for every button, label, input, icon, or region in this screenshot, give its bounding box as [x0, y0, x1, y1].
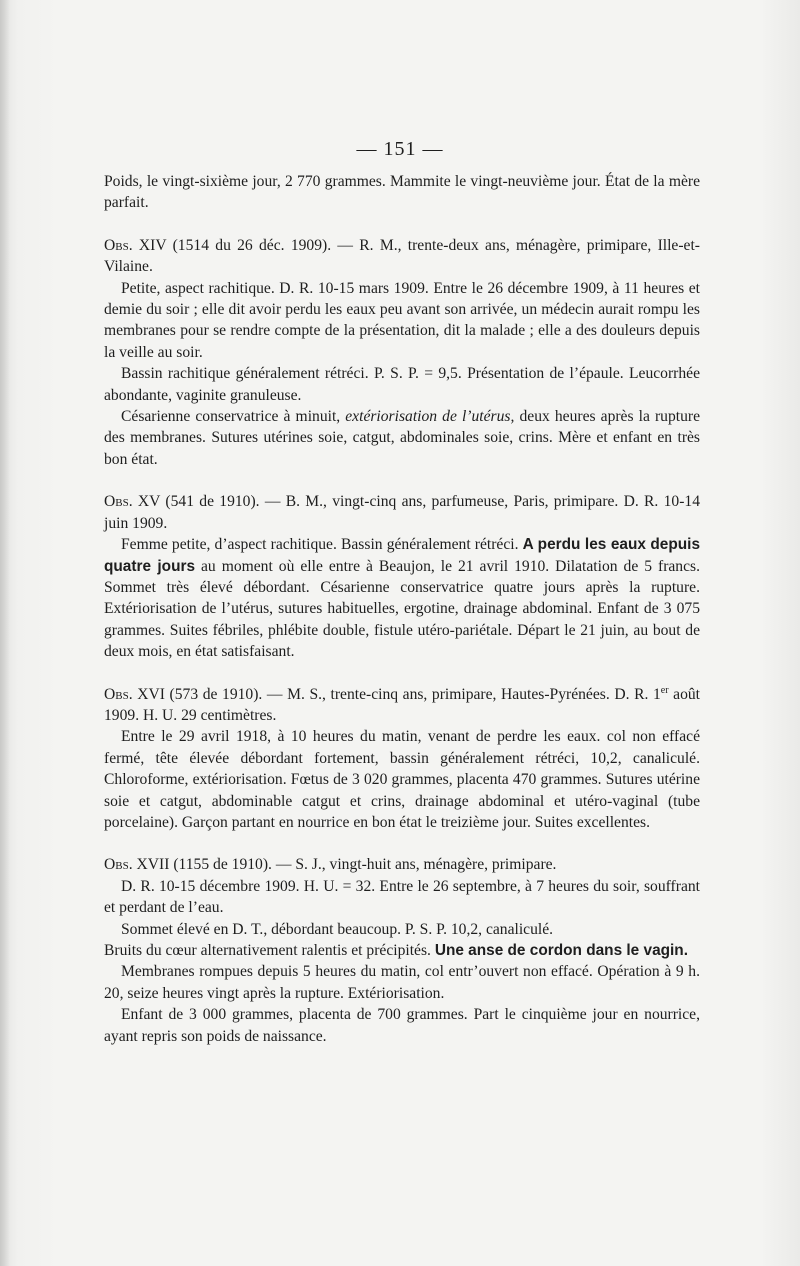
obs-15-p1-text-b: au moment où elle entre à Beaujon, le 21 avril 1910. Dilatation de 5 francs. Sommet très élevé débordant. Césarienne conservatrice quatre jours après la rupture. Extériorisation de l’utérus, sutures habituelles, ergotine, drainage abdominal. Enfant de 3 075 grammes. Suites fébriles, phlébite double, fistule utéro-pariétale. Départ le 21 juin, au bout de deux mois, en état satisfaisant. [104, 557, 700, 661]
obs-14-header [104, 235, 700, 278]
obs-16-header-text-b: août 1909. H. U. 29 centimètres. [104, 685, 700, 724]
obs-14-prefix: Obs. [104, 236, 133, 254]
obs-14-p3-text-b: deux heures après la rupture des membranes. Sutures utérines soie, catgut, abdominales soie, crins. Mère et enfant en très bon état. [104, 408, 700, 468]
obs-15-header-text: XV (541 de 1910). — B. M., vingt-cinq ans, parfumeuse, Paris, primipare. D. R. 10-14 juin 1909. [104, 493, 700, 532]
obs-intro-paragraph: Poids, le vingt-sixième jour, 2 770 grammes. Mammite le vingt-neuvième jour. État de la mère parfait. [104, 173, 700, 212]
obs-14-paragraph-1: Petite, aspect rachitique. D. R. 10-15 mars 1909. Entre le 26 décembre 1909, à 11 heures et demie du soir ; elle dit avoir perdu les eaux peu avant son arrivée, un médecin aurait rompu les membranes pour se rendre compte de la présentation, dit la malade ; elle a des douleurs depuis la veille au soir. [104, 279, 700, 361]
obs-17-prefix: Obs. [104, 856, 133, 874]
obs-16-prefix: Obs. [104, 685, 133, 703]
obs-15-p1-bold: A perdu les eaux depuis quatre jours [104, 536, 701, 575]
obs-17-paragraph-4: Enfant de 3 000 grammes, placenta de 700 grammes. Part le cinquième jour en nourrice, ayant repris son poids de naissance. [104, 1006, 700, 1045]
obs-17-paragraph-0: D. R. 10-15 décembre 1909. H. U. = 32. Entre le 26 septembre, à 7 heures du soir, souffrant et perdant de l’eau. [104, 877, 700, 917]
obs-15-prefix: Obs. [104, 493, 133, 511]
obs-17-paragraph-1: Sommet élevé en D. T., débordant beaucoup. P. S. P. 10,2, canaliculé. [121, 920, 554, 938]
obs-17-header [104, 854, 700, 875]
obs-14-header-text: XIV (1514 du 26 déc. 1909). — R. M., trente-deux ans, ménagère, primipare, Ille-et-Vilaine. [104, 236, 700, 276]
page-gutter-shadow [0, 0, 10, 1266]
obs-14-p3-text-a: Césarienne conservatrice à minuit, [121, 408, 346, 426]
obs-17-paragraph-2 [104, 940, 700, 961]
page-body [104, 171, 700, 1047]
obs-16-header [104, 684, 700, 727]
obs-17-p2-text: Bruits du cœur alternativement ralentis et précipités. [104, 942, 435, 959]
obs-14-paragraph-2: Bassin rachitique généralement rétréci. P. S. P. = 9,5. Présentation de l’épaule. Leucorrhée abondante, vaginite granuleuse. [104, 365, 700, 404]
obs-14-paragraph-3 [104, 406, 700, 470]
obs-15-header [104, 491, 700, 534]
obs-15-paragraph-1 [104, 534, 700, 662]
obs-14-p3-italic: extériorisation de l’utérus, [345, 408, 515, 426]
obs-16-paragraph-1: Entre le 29 avril 1918, à 10 heures du matin, venant de perdre les eaux. col non effacé fermé, tête élevée débordant fortement, bassin généralement rétréci, 10,2, canaliculé. Chloroforme, extériorisation. Fœtus de 3 020 grammes, placenta 470 grammes. Sutures utérine soie et catgut, abdominable catgut et crins, drainage abdominal et utéro-vaginal (tube porcelaine). Garçon partant en nourrice en bon état le treizième jour. Suites excellentes. [104, 728, 700, 831]
obs-17-header-text: XVII (1155 de 1910). — S. J., vingt-huit ans, ménagère, primipare. [132, 856, 557, 874]
obs-17-paragraph-3: Membranes rompues depuis 5 heures du matin, col entr’ouvert non effacé. Opération à 9 h. 20, seize heures vingt après la rupture. Extériorisation. [104, 963, 700, 1002]
obs-15-p1-text-a: Femme petite, d’aspect rachitique. Bassin généralement rétréci. [121, 536, 523, 554]
obs-17-p2-bold: Une anse de cordon dans le vagin. [434, 942, 688, 959]
obs-16-header-sup: er [660, 684, 669, 696]
page-number: — 151 — [356, 138, 444, 160]
obs-16-header-text-a: XVI (573 de 1910). — M. S., trente-cinq ans, primipare, Hautes-Pyrénées. D. R. 1 [132, 685, 661, 703]
